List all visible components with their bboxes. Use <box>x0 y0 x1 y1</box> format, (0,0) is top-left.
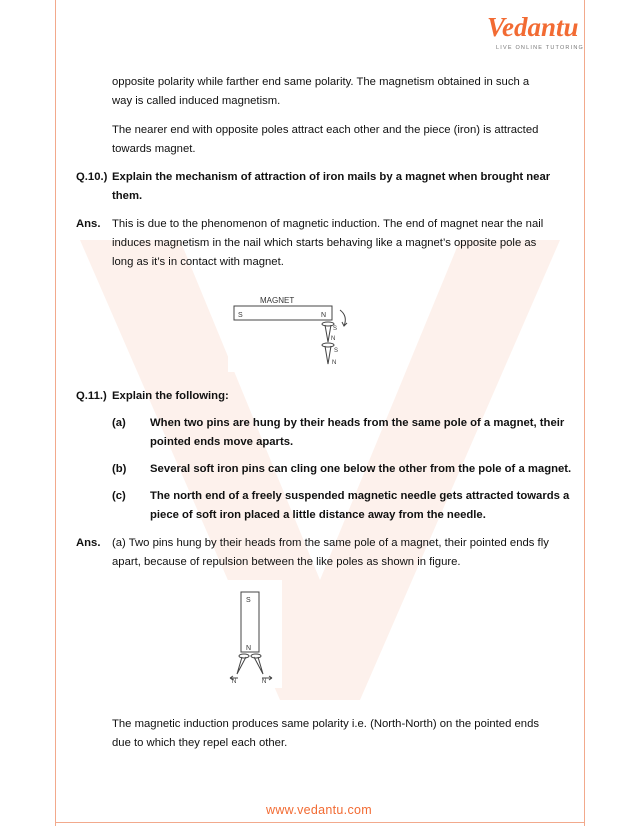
logo-tagline: LIVE ONLINE TUTORING <box>496 45 584 51</box>
item-b-label: (b) <box>112 463 127 475</box>
fig1-pole-n: N <box>321 312 327 319</box>
page-border-bottom <box>55 822 585 823</box>
fig1-nail1-s: S <box>333 326 338 332</box>
item-a-label: (a) <box>112 417 126 429</box>
fig2-pole-n: N <box>246 645 252 652</box>
item-c-text: The north end of a freely suspended magnetic needle gets attracted towards a piece of soft iron placed a little distance away from the needle. <box>150 490 570 521</box>
ans11-text: (a) Two pins hung by their heads from the same pole of a magnet, their pointed ends fly apart, because of repulsion between the like poles as shown in figure. <box>112 537 549 568</box>
item-b-text: Several soft iron pins can cling one below the other from the pole of a magnet. <box>150 463 572 475</box>
final-paragraph: The magnetic induction produces same polarity i.e. (North-North) on the pointed ends due to which they repel each other. <box>112 718 539 749</box>
ans11-label: Ans. <box>76 537 101 549</box>
fig1-magnet-label: MAGNET <box>260 296 295 305</box>
figure-magnet-nails <box>228 278 364 372</box>
q11-text: Explain the following: <box>112 390 229 402</box>
item-c-label: (c) <box>112 490 126 502</box>
fig1-pole-s: S <box>238 312 243 319</box>
footer-url[interactable]: www.vedantu.com <box>266 803 372 817</box>
vedantu-logo <box>487 12 587 52</box>
q10-text: Explain the mechanism of attraction of iron mails by a magnet when brought near them. <box>112 171 551 202</box>
q10-label: Q.10.) <box>76 171 108 183</box>
fig2-pole-s: S <box>246 597 251 604</box>
fig2-pin-right-n: N <box>262 679 267 685</box>
fig2-pin-left-n: N <box>232 679 237 685</box>
q11-label: Q.11.) <box>76 390 107 402</box>
item-a-text: When two pins are hung by their heads from the same pole of a magnet, their pointed ends move aparts. <box>150 417 565 448</box>
paragraph-attraction: The nearer end with opposite poles attract each other and the piece (iron) is attracted towards magnet. <box>112 124 539 155</box>
paragraph-induced-magnetism: opposite polarity while farther end same polarity. The magnetism obtained in such a way is called induced magnetism. <box>112 76 530 107</box>
logo-text: Vedantu <box>487 12 579 42</box>
fig1-nail2-n: N <box>332 360 337 366</box>
figure-two-pins <box>226 580 282 688</box>
ans10-label: Ans. <box>76 218 101 230</box>
fig1-nail2-s: S <box>334 348 339 354</box>
ans10-text: This is due to the phenomenon of magnetic induction. The end of magnet near the nail induces magnetism in the nail which starts behaving like a magnet’s opposite pole as long as it’s in contact with magnet. <box>112 218 544 268</box>
fig1-nail1-n: N <box>331 336 336 342</box>
